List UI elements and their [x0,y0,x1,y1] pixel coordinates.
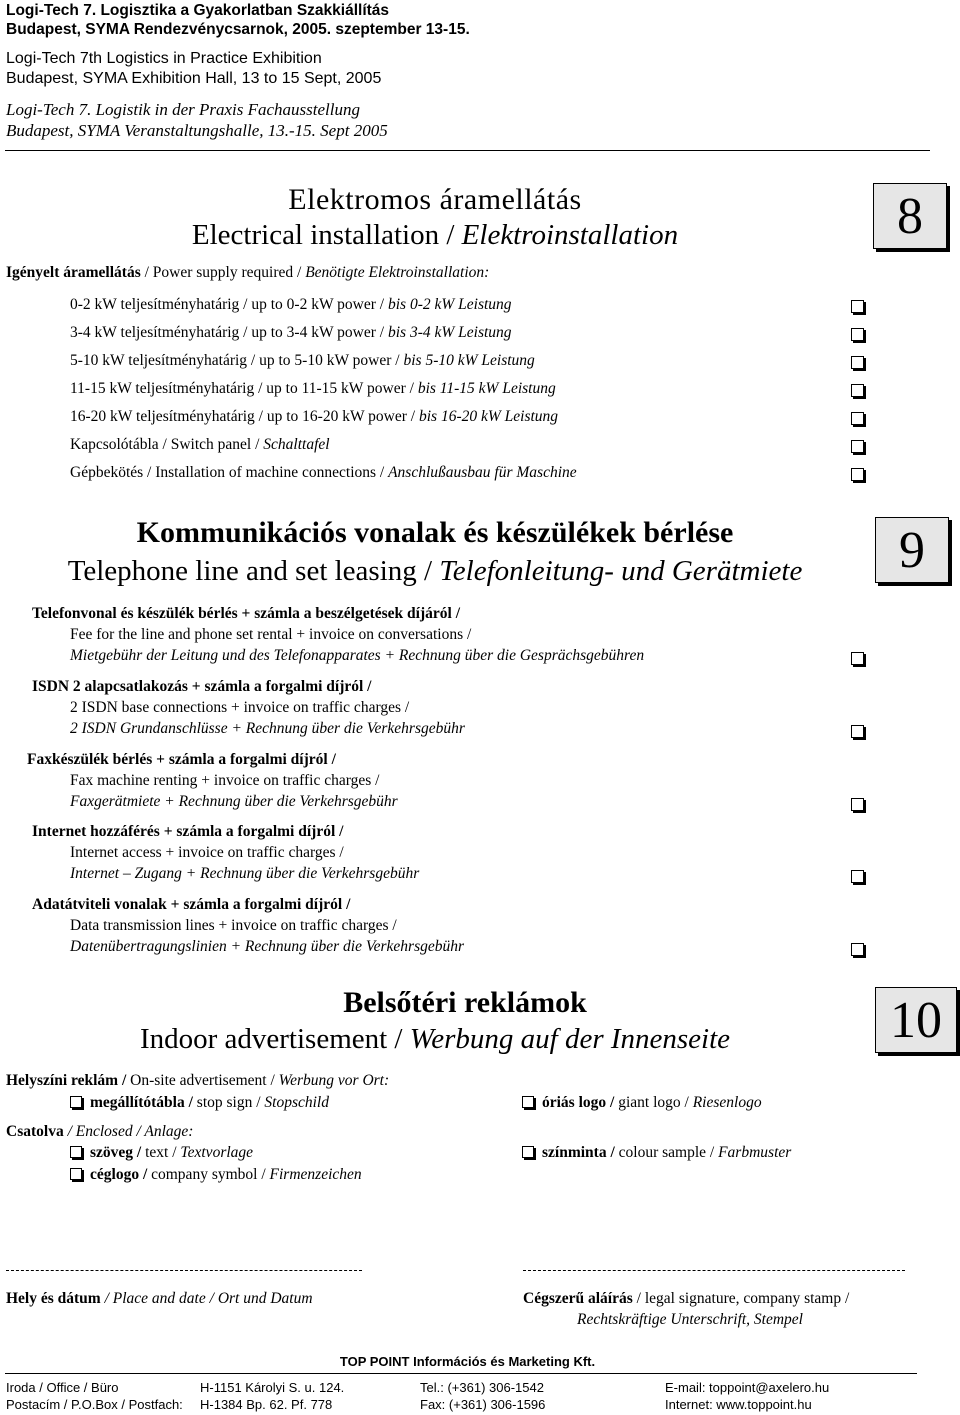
comm-item-hu: Adatátviteli vonalak + számla a forgalmi díjról / [32,896,351,913]
section10-title-hu: Belsőtéri reklámok [343,986,587,1019]
place-date-label: Hely és dátum / Place and date / Ort und Datum [6,1290,313,1307]
power-option-label: 3-4 kW teljesítményhatárig / up to 3-4 kW power / [70,324,388,341]
place-date-line[interactable] [6,1270,362,1271]
section9-title: Telephone line and set leasing / Telefonleitung- und Gerätmiete [67,555,803,587]
giant-logo-option[interactable]: óriás logo / giant logo / Riesenlogo [522,1094,762,1112]
text-checkbox[interactable] [70,1146,82,1158]
footer-company: TOP POINT Információs és Marketing Kft. [339,1354,596,1369]
footer-email[interactable]: E-mail: toppoint@axelero.hu [665,1380,830,1395]
comm-item-checkbox[interactable] [851,870,864,883]
section8-title-hu: Elektromos áramellátás [288,183,582,216]
power-option-checkbox[interactable] [851,412,864,425]
colour-sample-checkbox[interactable] [522,1146,534,1158]
comm-item-checkbox[interactable] [851,798,864,811]
power-option-item [70,408,558,426]
enclosed-label: Csatolva / Enclosed / Anlage: [6,1123,194,1140]
header-en-line2: Budapest, SYMA Exhibition Hall, 13 to 15 Sept, 2005 [6,70,382,87]
power-option-label-de: Anschlußausbau für Maschine [388,464,577,481]
header-hu-line1: Logi-Tech 7. Logisztika a Gyakorlatban Szakkiállítás [6,2,390,19]
section9-title-hu: Kommunikációs vonalak és készülékek bérlése [136,516,734,549]
onsite-ad-label: Helyszíni reklám / On-site advertisement / Werbung vor Ort: [6,1072,390,1089]
section10-title: Indoor advertisement / Werbung auf der Innenseite [139,1023,731,1055]
power-option-checkbox[interactable] [851,356,864,369]
comm-item-checkbox[interactable] [851,652,864,665]
power-option-label: 16-20 kW teljesítményhatárig / up to 16-20 kW power / [70,408,419,425]
signature-label: Cégszerű aláírás / legal signature, company stamp / [523,1290,850,1307]
power-option-checkbox[interactable] [851,440,864,453]
power-option-checkbox[interactable] [851,328,864,341]
power-option-item [70,324,512,342]
section8-intro: Igényelt áramellátás / Power supply required / Benötigte Elektroinstallation: [6,264,490,281]
comm-item-de: Datenübertragungslinien + Rechnung über die Verkehrsgebühr [70,938,465,955]
comm-item-en: Data transmission lines + invoice on traffic charges / [70,917,397,934]
power-option-item [70,464,577,482]
comm-item-de: Internet – Zugang + Rechnung über die Verkehrsgebühr [70,865,420,882]
comm-item-de: Faxgerätmiete + Rechnung über die Verkehrsgebühr [70,793,398,810]
section8-number-box: 8 [873,183,947,249]
comm-item-en: Fax machine renting + invoice on traffic charges / [70,772,380,789]
footer-web[interactable]: Internet: www.toppoint.hu [665,1397,812,1412]
power-option-item [70,296,512,314]
footer-fax: Fax: (+361) 306-1596 [420,1397,546,1412]
comm-item-de: 2 ISDN Grundanschlüsse + Rechnung über die Verkehrsgebühr [70,720,465,737]
header-de-line2: Budapest, SYMA Veranstaltungshalle, 13.-15. Sept 2005 [6,121,388,140]
comm-item-hu: ISDN 2 alapcsatlakozás + számla a forgalmi díjról / [32,678,372,695]
comm-item-checkbox[interactable] [851,943,864,956]
power-option-label-de: bis 11-15 kW Leistung [417,380,556,397]
power-option-label-de: Schalttafel [263,436,330,453]
comm-item-en: Internet access + invoice on traffic charges / [70,844,344,861]
footer-post-label: Postacím / P.O.Box / Postfach: [6,1397,183,1412]
power-option-label: Gépbekötés / Installation of machine connections / [70,464,389,481]
signature-label-de: Rechtskräftige Unterschrift, Stempel [577,1311,803,1328]
power-option-checkbox[interactable] [851,300,864,313]
header-rule [5,150,930,151]
power-option-item [70,352,535,370]
footer-tel: Tel.: (+361) 306-1542 [420,1380,544,1395]
power-option-label: Kapcsolótábla / Switch panel / [70,436,264,453]
giant-logo-checkbox[interactable] [522,1096,534,1108]
power-option-label-de: bis 16-20 kW Leistung [418,408,559,425]
text-option[interactable]: szöveg / text / Textvorlage [70,1144,253,1162]
section8-title: Electrical installation / Elektroinstallation [191,219,679,251]
company-logo-option[interactable]: céglogo / company symbol / Firmenzeichen [70,1166,362,1184]
comm-item-de: Mietgebühr der Leitung und des Telefonapparates + Rechnung über die Gesprächsgebühren [70,647,645,664]
comm-item-hu: Telefonvonal és készülék bérlés + számla a beszélgetések díjáról / [32,605,461,622]
header-en-line1: Logi-Tech 7th Logistics in Practice Exhibition [6,50,322,67]
power-option-label-de: bis 3-4 kW Leistung [387,324,512,341]
section9-number-box: 9 [875,517,949,583]
section10-number-box: 10 [875,987,957,1053]
stop-sign-option[interactable]: megállítótábla / stop sign / Stopschild [70,1094,329,1112]
comm-item-en: Fee for the line and phone set rental + invoice on conversations / [70,626,472,643]
comm-item-checkbox[interactable] [851,725,864,738]
power-option-label: 11-15 kW teljesítményhatárig / up to 11-15 kW power / [70,380,418,397]
power-option-label: 0-2 kW teljesítményhatárig / up to 0-2 kW power / [70,296,388,313]
power-option-label-de: bis 5-10 kW Leistung [403,352,535,369]
power-option-label: 5-10 kW teljesítményhatárig / up to 5-10 kW power / [70,352,404,369]
footer-office-label: Iroda / Office / Büro [6,1380,119,1395]
comm-item-hu: Faxkészülék bérlés + számla a forgalmi díjról / [27,751,336,768]
power-option-checkbox[interactable] [851,468,864,481]
colour-sample-option[interactable]: színminta / colour sample / Farbmuster [522,1144,791,1162]
comm-item-hu: Internet hozzáférés + számla a forgalmi díjról / [32,823,344,840]
power-option-item [70,380,556,398]
header-hu-line2: Budapest, SYMA Rendezvénycsarnok, 2005. szeptember 13-15. [6,21,470,38]
footer-rule [5,1373,917,1374]
header-de-line1: Logi-Tech 7. Logistik in der Praxis Fachausstellung [6,100,361,119]
footer-post-address: H-1384 Bp. 62. Pf. 778 [200,1397,333,1412]
footer-office-address: H-1151 Károlyi S. u. 124. [200,1380,345,1395]
signature-line[interactable] [523,1270,905,1271]
company-logo-checkbox[interactable] [70,1168,82,1180]
stop-sign-checkbox[interactable] [70,1096,82,1108]
power-option-item [70,436,330,454]
power-option-checkbox[interactable] [851,384,864,397]
comm-item-en: 2 ISDN base connections + invoice on traffic charges / [70,699,410,716]
power-option-label-de: bis 0-2 kW Leistung [387,296,512,313]
